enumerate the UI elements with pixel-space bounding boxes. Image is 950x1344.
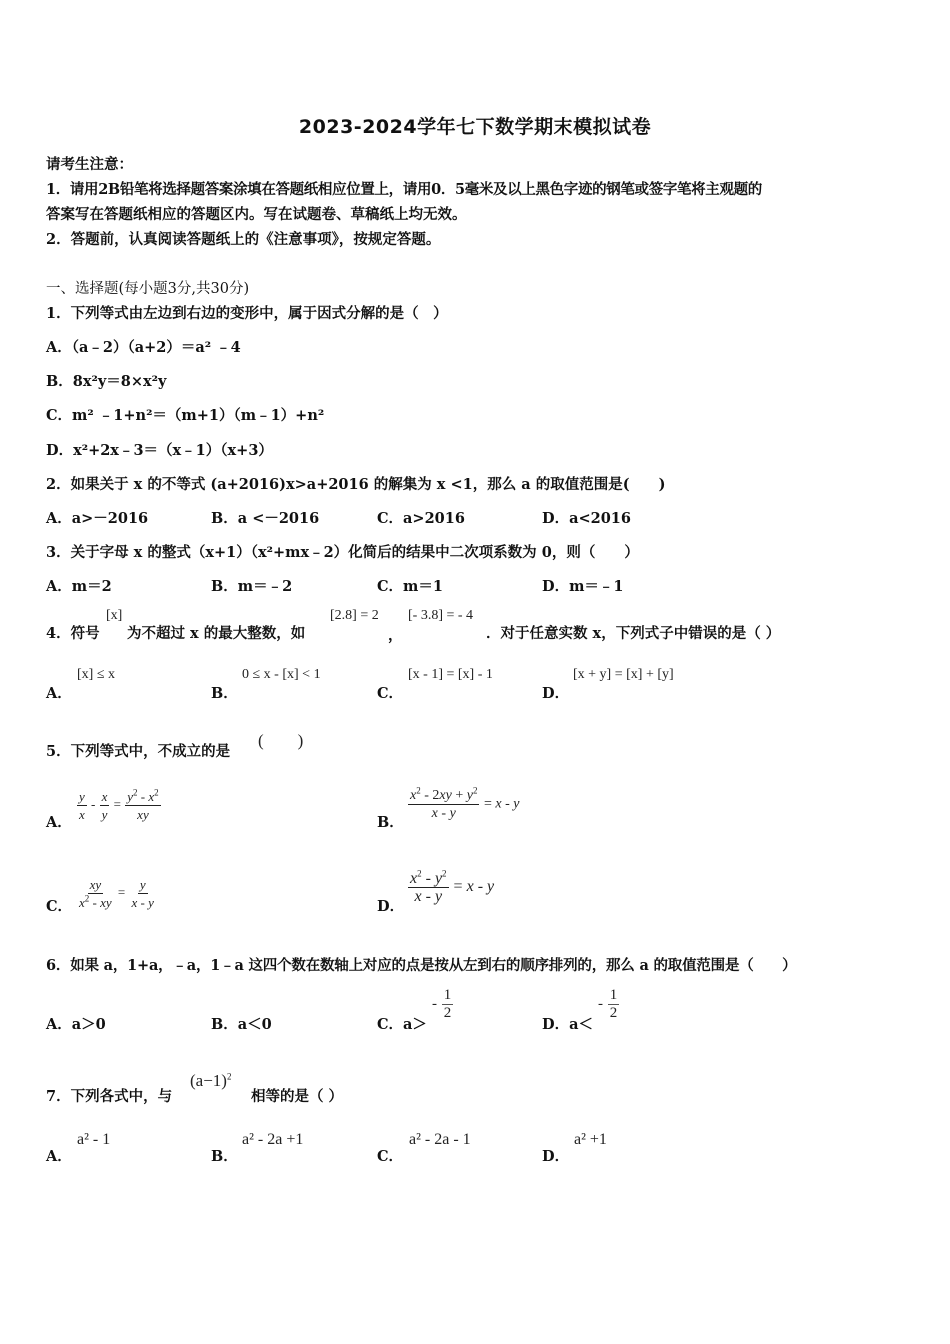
q6-option-d-value: - $\frac{1}{2}$ — [598, 987, 618, 1021]
q1-option-c: C．m² ﹣1+n²＝（m+1）（m﹣1）+n² — [46, 407, 325, 424]
q4-mid: 为不超过 x 的最大整数，如 — [127, 625, 306, 642]
q7-stem-2: 相等的是（ ） — [251, 1088, 344, 1105]
q5-paren: ( ) — [258, 731, 304, 750]
q6-option-c-value: - $\frac{1}{2}$ — [432, 987, 452, 1021]
q2-stem: 2．如果关于 x 的不等式 (a+2016)x>a+2016 的解集为 x <1，那么 a 的取值范围是( ) — [46, 476, 666, 493]
q5-option-d: $\frac{x^2 - y^2}{x - y}$ = x - y — [410, 868, 495, 905]
q4-option-c: [x - 1] = [x] - 1 — [408, 667, 493, 682]
q6-option-c: C．a＞ — [377, 1016, 427, 1033]
q7-option-b-label: B． — [211, 1148, 238, 1165]
q7-option-a: a² - 1 — [77, 1131, 111, 1148]
q4-example-2: [- 3.8] = - 4 — [408, 608, 474, 623]
q1-option-d: D．x²+2x﹣3＝（x﹣1）（x+3） — [46, 442, 273, 459]
page-title: 2023-2024学年七下数学期末模拟试卷 — [298, 116, 652, 138]
q5-option-c-label: C． — [46, 898, 73, 915]
q1-option-a: A．（a﹣2）（a+2）＝a² ﹣4 — [46, 339, 241, 356]
q2-option-d: D．a<2016 — [542, 510, 631, 527]
q5-option-b: $\frac{x^2 - 2xy + y^2}{x - y}$ = x - y — [410, 785, 520, 821]
q5-option-b-label: B． — [377, 814, 404, 831]
q7-option-b: a² - 2a +1 — [242, 1131, 304, 1148]
notice-line-2: 2．答题前，认真阅读答题纸上的《注意事项》，按规定答题。 — [46, 231, 441, 248]
q2-option-c: C．a>2016 — [377, 510, 465, 527]
q7-option-c: a² - 2a - 1 — [409, 1131, 471, 1148]
q5-option-a: $\frac{y}{x}$ - $\frac{x}{y}$ = $\frac{y^2 - x^2}{xy}$ — [79, 787, 159, 822]
q5-option-c: $\frac{xy}{x^2 - xy}$ = $\frac{y}{x - y}$ — [79, 877, 154, 910]
q1-option-b: B．8x²y＝8×x²y — [46, 373, 167, 390]
q7-stem-1: 7．下列各式中，与 — [46, 1088, 173, 1105]
q4-option-b: 0 ≤ x - [x] < 1 — [242, 667, 321, 682]
q3-option-b: B．m＝﹣2 — [211, 578, 293, 595]
q4-example-1: [2.8] = 2 — [330, 608, 379, 623]
q6-option-d: D．a＜ — [542, 1016, 593, 1033]
q4-tail: ．对于任意实数 x，下列式子中错误的是（ ） — [486, 625, 781, 642]
q3-option-a: A．m＝2 — [46, 578, 112, 595]
q5-option-a-label: A． — [46, 814, 72, 831]
q5-stem: 5．下列等式中，不成立的是 — [46, 743, 231, 760]
notice-line-1b: 答案写在答题纸相应的答题区内。写在试题卷、草稿纸上均无效。 — [46, 206, 467, 223]
q3-stem: 3．关于字母 x 的整式（x+1）（x²+mx﹣2）化简后的结果中二次项系数为 0，则（ ） — [46, 544, 639, 561]
q4-comma: ， — [388, 627, 403, 644]
q6-option-b: B．a＜0 — [211, 1016, 272, 1033]
q7-option-d-label: D． — [542, 1148, 570, 1165]
q3-option-d: D．m＝﹣1 — [542, 578, 624, 595]
q7-option-d: a² +1 — [574, 1131, 607, 1148]
q6-option-a: A．a＞0 — [46, 1016, 106, 1033]
notice-line-1: 1．请用2B铅笔将选择题答案涂填在答题纸相应位置上，请用0．5毫米及以上黑色字迹的钢笔或签字笔将主观题的 — [46, 181, 762, 198]
notice-heading: 请考生注意： — [46, 156, 133, 173]
q4-symbol: [x] — [106, 608, 123, 623]
q4-label: 4．符号 — [46, 625, 100, 642]
q7-option-c-label: C． — [377, 1148, 404, 1165]
q7-expression: $(a-1)^2$ — [190, 1071, 232, 1090]
q6-stem: 6．如果 a，1+a，﹣a，1﹣a 这四个数在数轴上对应的点是按从左到右的顺序排列的，那么 a 的取值范围是（ ） — [46, 957, 797, 974]
q5-option-d-label: D． — [377, 898, 405, 915]
q2-option-b: B．a <－2016 — [211, 510, 320, 527]
q4-option-a: [x] ≤ x — [77, 667, 116, 682]
q1-stem: 1．下列等式由左边到右边的变形中，属于因式分解的是（ ） — [46, 305, 448, 322]
q4-option-c-label: C． — [377, 685, 404, 702]
section-heading: 一、选择题(每小题3分,共30分) — [46, 281, 250, 297]
q3-option-c: C．m＝1 — [377, 578, 443, 595]
q4-option-d-label: D． — [542, 685, 570, 702]
q4-option-a-label: A． — [46, 685, 72, 702]
q4-option-b-label: B． — [211, 685, 238, 702]
q2-option-a: A．a>－2016 — [46, 510, 149, 527]
q7-option-a-label: A． — [46, 1148, 72, 1165]
q4-option-d: [x + y] = [x] + [y] — [573, 667, 674, 682]
